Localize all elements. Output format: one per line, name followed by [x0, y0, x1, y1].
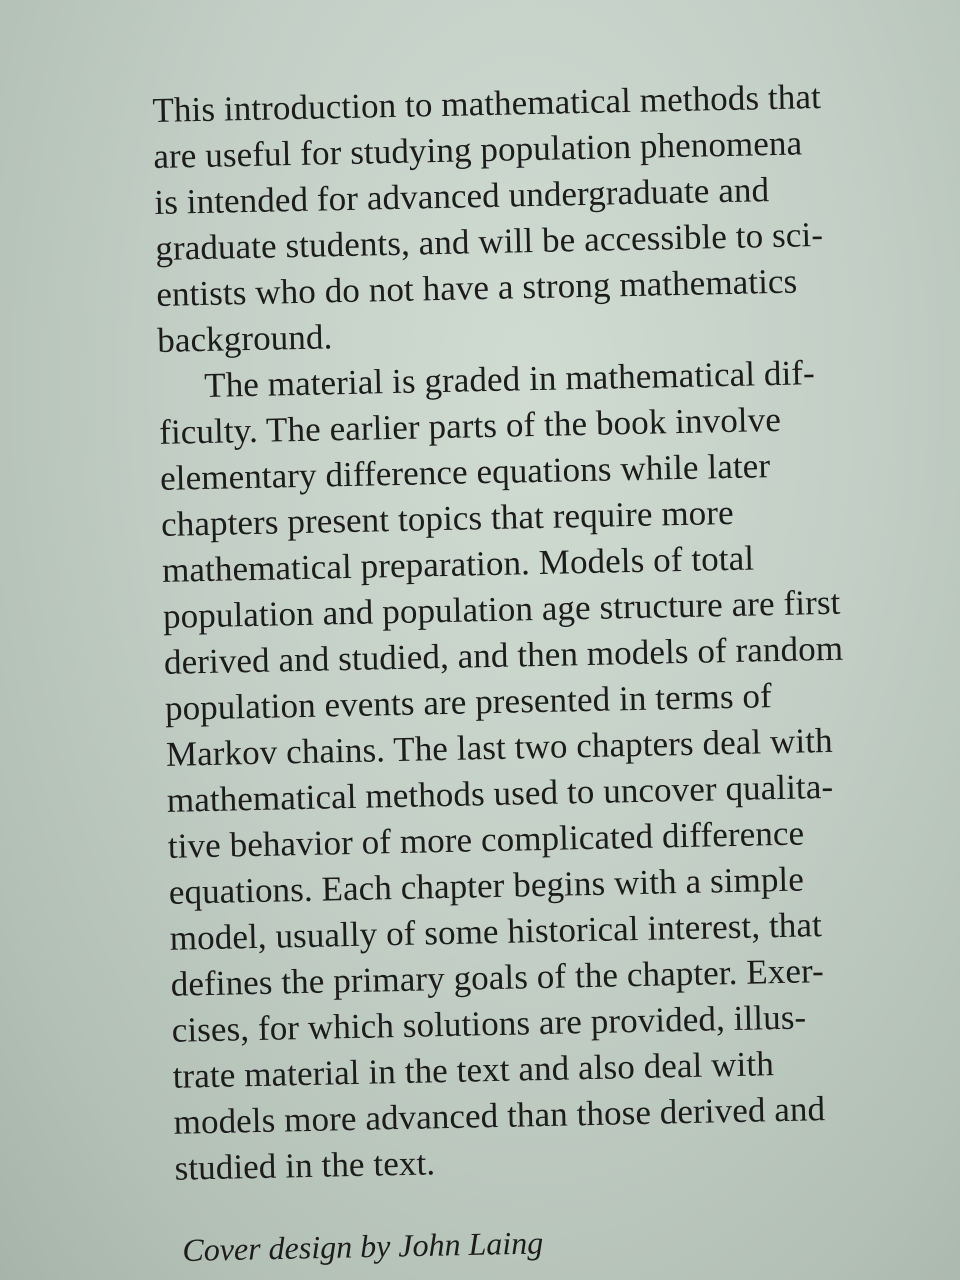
- text-line: studied in the text.: [174, 1143, 436, 1188]
- text-line: population and population age structure are first: [162, 582, 841, 636]
- text-line: are useful for studying population phenomena: [153, 123, 803, 176]
- text-line: derived and studied, and then models of random: [163, 628, 844, 682]
- text-line: tive behavior of more complicated difference: [167, 813, 805, 866]
- text-line: entists who do not have a strong mathematics: [155, 261, 798, 314]
- text-line: The material is graded in mathematical dif-: [203, 353, 816, 405]
- text-line: population events are presented in terms of: [164, 676, 773, 728]
- cover-design-credit: Cover design by John Laing: [182, 1224, 544, 1268]
- text-line: model, usually of some historical interest, that: [169, 905, 823, 958]
- text-line: ficulty. The earlier parts of the book involve: [158, 399, 782, 452]
- text-line: equations. Each chapter begins with a simple: [168, 859, 805, 912]
- text-line: models more advanced than those derived and: [173, 1089, 826, 1142]
- text-line: This introduction to mathematical methods that: [152, 76, 822, 130]
- paragraph-intro: [152, 72, 918, 364]
- text-line: is intended for advanced undergraduate and: [153, 170, 770, 222]
- text-line: graduate students, and will be accessible to sci-: [154, 214, 824, 268]
- text-line: background.: [156, 317, 333, 360]
- text-line: trate material in the text and also deal with: [172, 1044, 775, 1096]
- description-text: [152, 72, 935, 1192]
- text-line: chapters present topics that require more: [160, 492, 735, 544]
- text-line: mathematical preparation. Models of total: [161, 538, 755, 590]
- paragraph-material: [158, 348, 935, 1192]
- text-line: Markov chains. The last two chapters deal with: [165, 720, 834, 774]
- text-line: mathematical methods used to uncover qualita-: [166, 766, 834, 820]
- text-line: defines the primary goals of the chapter. Exer-: [170, 951, 825, 1004]
- text-line: cises, for which solutions are provided, illus-: [171, 997, 807, 1050]
- text-line: elementary difference equations while later: [159, 446, 771, 498]
